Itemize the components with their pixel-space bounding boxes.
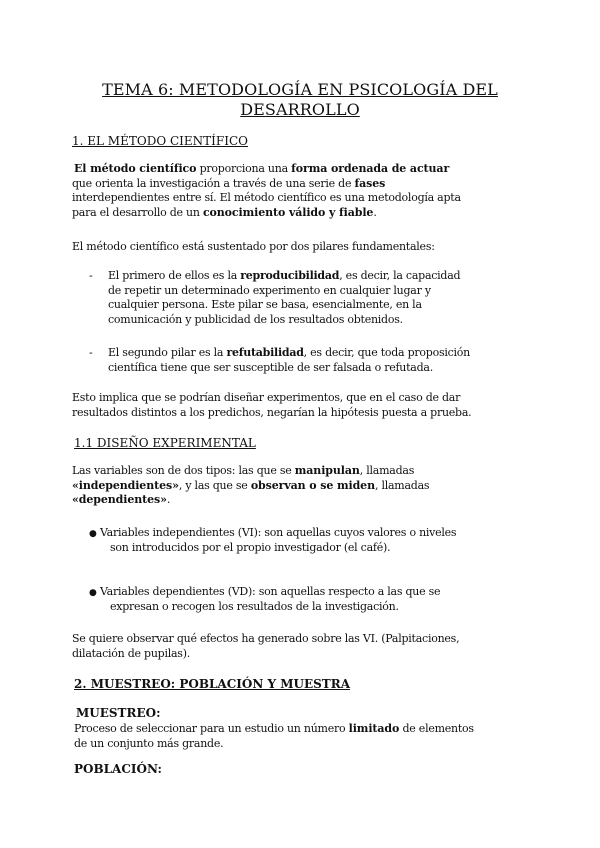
pillar-2-term: refutabilidad — [226, 346, 304, 359]
intro-text-2: que orienta la investigación a través de una serie de — [72, 176, 355, 190]
pillar-2-a: El segundo pilar es la — [108, 346, 227, 359]
intro-bold-ordered: forma ordenada de actuar — [291, 162, 450, 175]
vars-manipulan: manipulan — [294, 464, 360, 477]
title-line-1: TEMA 6: METODOLOGÍA EN PSICOLOGÍA DEL — [102, 80, 498, 99]
intro-bold-knowledge: conocimiento válido y fiable — [202, 205, 374, 219]
section-1-1-heading: 1.1 DISEÑO EXPERIMENTAL — [74, 436, 256, 450]
pillar-1-line-4: comunicación y publicidad de los resultados obtenidos. — [108, 312, 403, 326]
vars-independientes: «independientes» — [72, 478, 179, 492]
pillars-intro: El método científico está sustentado por dos pilares fundamentales: — [72, 240, 435, 253]
implication-line-1: Esto implica que se podrían diseñar experimentos, que en el caso de dar — [72, 391, 461, 404]
vi-bullet: ● — [89, 529, 97, 539]
intro-text-1: proporciona una — [196, 162, 292, 175]
intro-text-3: interdependientes entre sí. El método científico es una metodología apta — [72, 191, 461, 204]
variables-paragraph — [72, 464, 542, 508]
pillar-2-c: , es decir, que toda proposición — [303, 346, 470, 359]
poblacion-label: POBLACIÓN: — [74, 762, 162, 776]
vars-i: . — [166, 493, 171, 506]
muestreo-label: MUESTREO: — [76, 706, 161, 720]
muestreo-a: Proceso de seleccionar para un estudio un número — [74, 722, 349, 735]
pillar-1-c: , es decir, la capacidad — [339, 269, 461, 282]
intro-text-4: para el desarrollo de un — [72, 205, 203, 219]
pillar-2-text — [108, 346, 528, 375]
effects-line-2: dilatación de pupilas). — [72, 646, 190, 660]
pillar-2-dash: - — [89, 346, 93, 359]
muestreo-line-2: de un conjunto más grande. — [74, 736, 224, 750]
vars-a: Las variables son de dos tipos: las que se — [72, 464, 295, 477]
section-1-heading: 1. EL MÉTODO CIENTÍFICO — [72, 134, 248, 148]
muestreo-limitado: limitado — [348, 722, 400, 735]
pillar-1-line-3: cualquier persona. Este pilar se basa, esencialmente, en la — [108, 298, 422, 311]
section-2-heading: 2. MUESTREO: POBLACIÓN Y MUESTRA — [74, 677, 351, 691]
pillar-1-a: El primero de ellos es la — [108, 269, 241, 282]
muestreo-c: de elementos — [399, 722, 474, 735]
vd-line-2: expresan o recogen los resultados de la investigación. — [110, 599, 399, 613]
vi-line-1: Variables independientes (VI): son aquellas cuyos valores o niveles — [100, 526, 457, 539]
page-title — [60, 80, 540, 120]
implication-line-2: resultados distintos a los predichos, negarían la hipótesis puesta a prueba. — [72, 405, 472, 419]
vd-item — [100, 585, 500, 614]
method-term: El método científico — [74, 162, 197, 175]
vi-item — [100, 526, 500, 555]
intro-bold-phases: fases — [354, 176, 386, 190]
vars-g: , llamadas — [374, 478, 430, 492]
muestreo-definition — [74, 722, 544, 751]
pillar-1-dash: - — [89, 269, 93, 282]
intro-period: . — [373, 205, 377, 219]
vd-bullet: ● — [89, 588, 97, 598]
pillar-1-term: reproducibilidad — [240, 269, 340, 282]
method-intro-paragraph — [72, 162, 542, 220]
vars-c: , llamadas — [359, 464, 415, 477]
pillar-2-line-2: científica tiene que ser susceptible de ser falsada o refutada. — [108, 360, 433, 374]
effects-paragraph — [72, 632, 542, 661]
title-line-2: DESARROLLO — [240, 100, 360, 119]
vi-line-2: son introducidos por el propio investigador (el café). — [110, 540, 391, 554]
pillar-1-text — [108, 269, 528, 327]
vars-dependientes: «dependientes» — [72, 493, 167, 506]
vars-e: , y las que se — [178, 478, 251, 492]
vd-line-1: Variables dependientes (VD): son aquellas respecto a las que se — [100, 585, 441, 598]
pillar-1-line-2: de repetir un determinado experimento en cualquier lugar y — [108, 283, 431, 297]
effects-line-1: Se quiere observar qué efectos ha generado sobre las VI. (Palpitaciones, — [72, 632, 460, 645]
vars-observan: observan o se miden — [250, 478, 375, 492]
implication-paragraph — [72, 391, 542, 420]
